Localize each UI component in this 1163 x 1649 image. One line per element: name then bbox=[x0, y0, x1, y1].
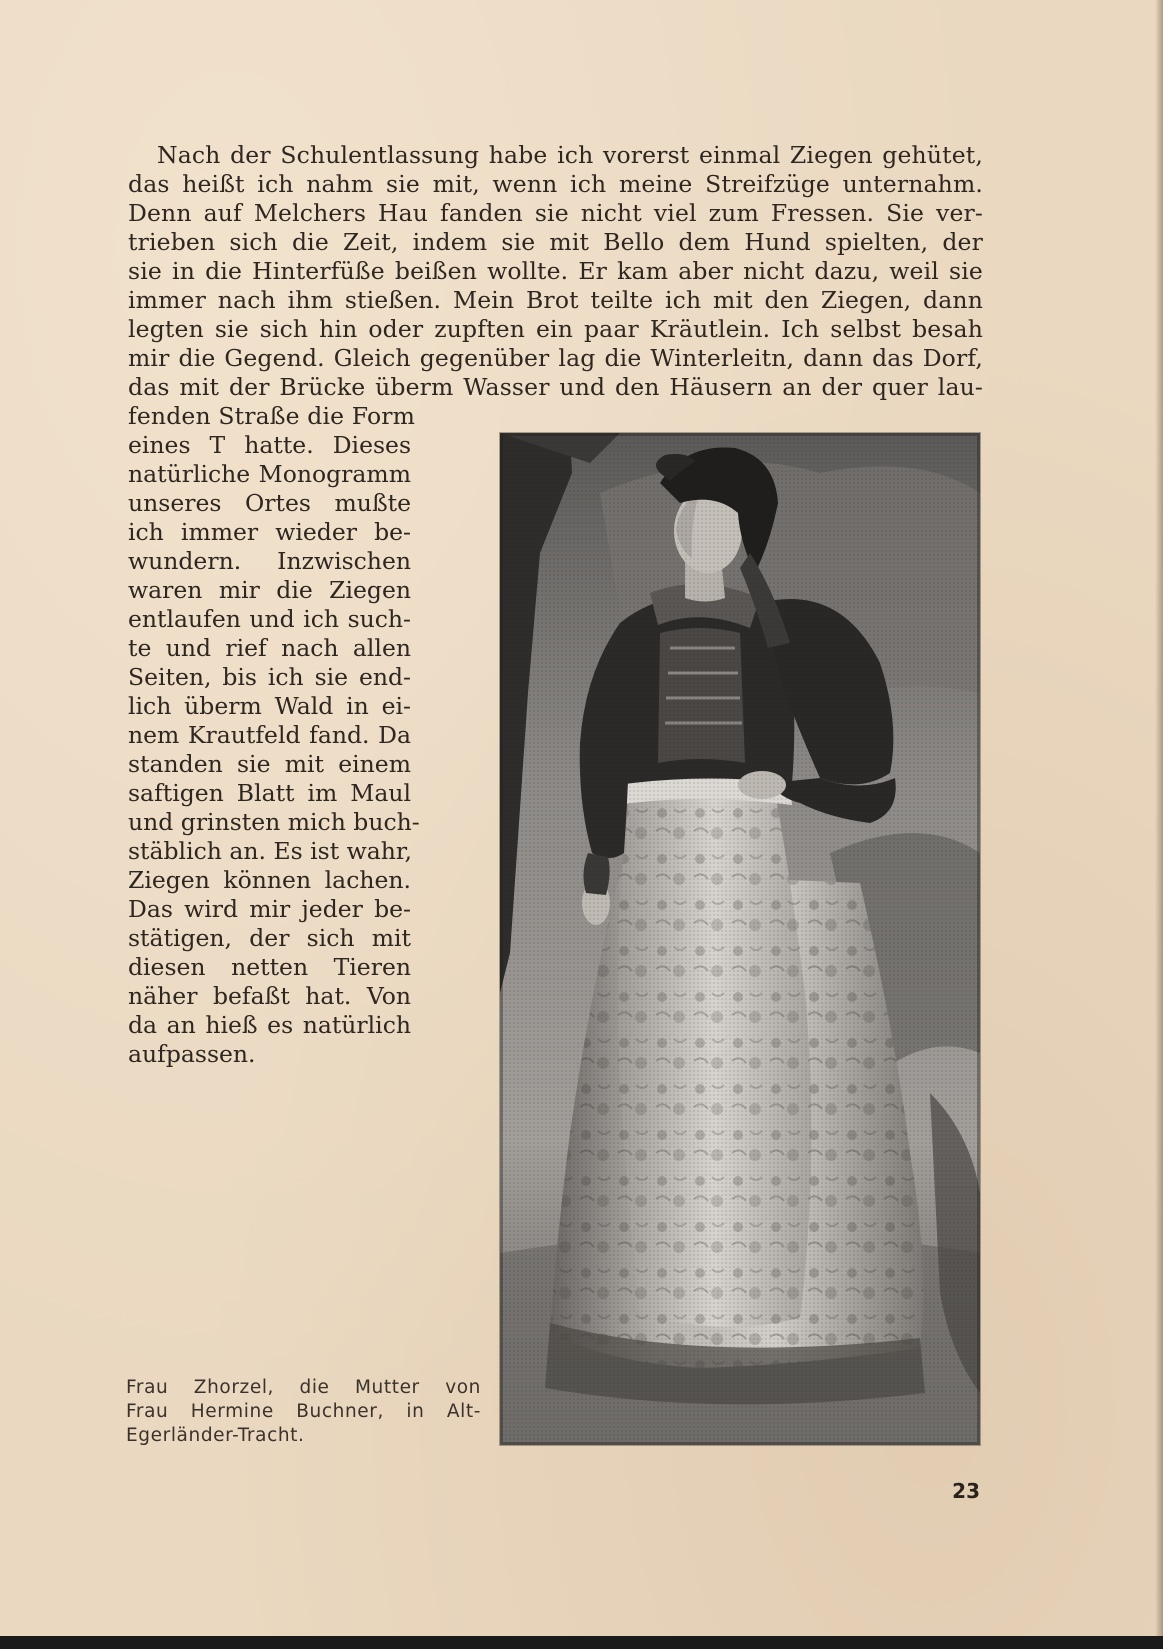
paragraph-line: legten sie sich hin oder zupften ein paar Kräutlein. Ich selbst besah bbox=[128, 315, 983, 343]
scan-border bbox=[0, 1636, 1163, 1649]
portrait-photo-drawing bbox=[500, 433, 980, 1445]
photo-caption-line: Egerländer-Tracht. bbox=[126, 1425, 305, 1446]
column-line: und grinsten mich buch- bbox=[128, 808, 420, 836]
column-line: unseres Ortes mußte bbox=[128, 489, 411, 517]
column-line: aufpassen. bbox=[128, 1040, 256, 1068]
paragraph-line: trieben sich die Zeit, indem sie mit Bello dem Hund spielten, der bbox=[128, 228, 983, 256]
column-line: natürliche Monogramm bbox=[128, 460, 411, 488]
column-line: nem Krautfeld fand. Da bbox=[128, 721, 411, 749]
paragraph-line: das mit der Brücke überm Wasser und den Häusern an der quer lau- bbox=[128, 373, 983, 401]
column-line: Ziegen können lachen. bbox=[128, 866, 411, 894]
column-line: stäblich an. Es ist wahr, bbox=[128, 837, 412, 865]
paragraph-line: Denn auf Melchers Hau fanden sie nicht viel zum Fressen. Sie ver- bbox=[128, 199, 983, 227]
portrait-photo bbox=[500, 433, 980, 1445]
column-line: diesen netten Tieren bbox=[128, 953, 411, 981]
paragraph-line: fenden Straße die Form bbox=[128, 402, 416, 430]
column-line: te und rief nach allen bbox=[128, 634, 411, 662]
column-line: Seiten, bis ich sie end- bbox=[128, 663, 411, 691]
column-line: wundern. Inzwischen bbox=[128, 547, 411, 575]
column-line: da an hieß es natürlich bbox=[128, 1011, 411, 1039]
photo-caption-line: Frau Hermine Buchner, in Alt- bbox=[126, 1401, 481, 1422]
column-line: standen sie mit einem bbox=[128, 750, 411, 778]
paragraph-line: das heißt ich nahm sie mit, wenn ich meine Streifzüge unternahm. bbox=[128, 170, 983, 198]
paragraph-line: sie in die Hinterfüße beißen wollte. Er kam aber nicht dazu, weil sie bbox=[128, 257, 983, 285]
paragraph-line: immer nach ihm stießen. Mein Brot teilte ich mit den Ziegen, dann bbox=[128, 286, 983, 314]
page-edge-shadow bbox=[1155, 0, 1163, 1649]
paragraph-line: mir die Gegend. Gleich gegenüber lag die Winterleitn, dann das Dorf, bbox=[128, 344, 983, 372]
column-line: saftigen Blatt im Maul bbox=[128, 779, 411, 807]
column-line: eines T hatte. Dieses bbox=[128, 431, 411, 459]
column-line: ich immer wieder be- bbox=[128, 518, 411, 546]
column-line: Das wird mir jeder be- bbox=[128, 895, 411, 923]
page-number: 23 bbox=[952, 1479, 980, 1503]
column-line: lich überm Wald in ei- bbox=[128, 692, 411, 720]
column-line: stätigen, der sich mit bbox=[128, 924, 411, 952]
column-line: waren mir die Ziegen bbox=[128, 576, 411, 604]
paragraph-line: Nach der Schulentlassung habe ich vorerst einmal Ziegen gehütet, bbox=[157, 141, 983, 169]
column-line: entlaufen und ich such- bbox=[128, 605, 411, 633]
column-line: näher befaßt hat. Von bbox=[128, 982, 411, 1010]
photo-caption-line: Frau Zhorzel, die Mutter von bbox=[126, 1377, 481, 1398]
